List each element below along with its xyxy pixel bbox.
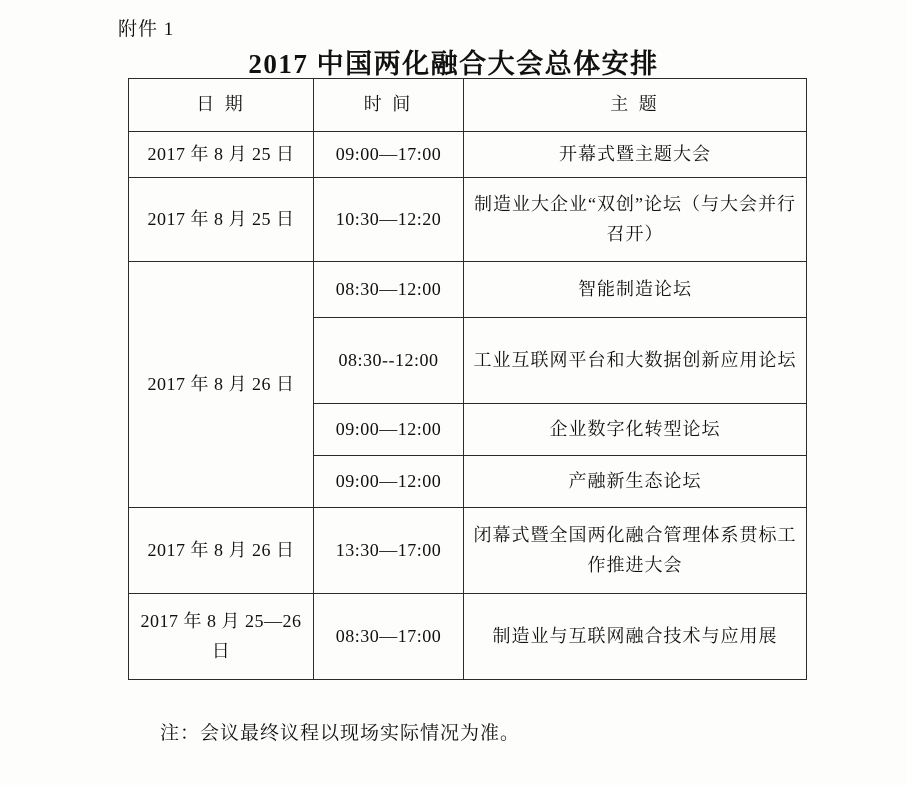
cell-topic: 制造业与互联网融合技术与应用展 — [464, 594, 807, 680]
cell-topic: 智能制造论坛 — [464, 262, 807, 318]
cell-topic: 闭幕式暨全国两化融合管理体系贯标工作推进大会 — [464, 508, 807, 594]
cell-date: 2017 年 8 月 25—26 日 — [129, 594, 314, 680]
table-row — [129, 178, 807, 262]
schedule-table — [128, 78, 807, 680]
cell-date: 2017 年 8 月 25 日 — [129, 178, 314, 262]
cell-time: 08:30--12:00 — [314, 318, 464, 404]
cell-time: 09:00—12:00 — [314, 456, 464, 508]
cell-topic: 工业互联网平台和大数据创新应用论坛 — [464, 318, 807, 404]
cell-time: 08:30—12:00 — [314, 262, 464, 318]
cell-topic: 制造业大企业“双创”论坛（与大会并行召开） — [464, 178, 807, 262]
cell-topic: 产融新生态论坛 — [464, 456, 807, 508]
cell-time: 08:30—17:00 — [314, 594, 464, 680]
cell-time: 10:30—12:20 — [314, 178, 464, 262]
cell-time: 09:00—17:00 — [314, 132, 464, 178]
attachment-label: 附件 1 — [118, 19, 175, 40]
cell-date: 2017 年 8 月 26 日 — [129, 508, 314, 594]
cell-topic: 企业数字化转型论坛 — [464, 404, 807, 456]
table-row — [129, 508, 807, 594]
table-row — [129, 262, 807, 318]
table-row — [129, 594, 807, 680]
table-header-row — [129, 79, 807, 132]
cell-time: 13:30—17:00 — [314, 508, 464, 594]
table-row — [129, 132, 807, 178]
page-title: 2017 中国两化融合大会总体安排 — [248, 49, 659, 79]
cell-date: 2017 年 8 月 26 日 — [129, 262, 314, 508]
column-header-topic: 主 题 — [464, 79, 807, 132]
cell-date: 2017 年 8 月 25 日 — [129, 132, 314, 178]
footnote: 注：会议最终议程以现场实际情况为准。 — [160, 723, 521, 744]
cell-topic: 开幕式暨主题大会 — [464, 132, 807, 178]
cell-time: 09:00—12:00 — [314, 404, 464, 456]
column-header-date: 日 期 — [129, 79, 314, 132]
column-header-time: 时 间 — [314, 79, 464, 132]
